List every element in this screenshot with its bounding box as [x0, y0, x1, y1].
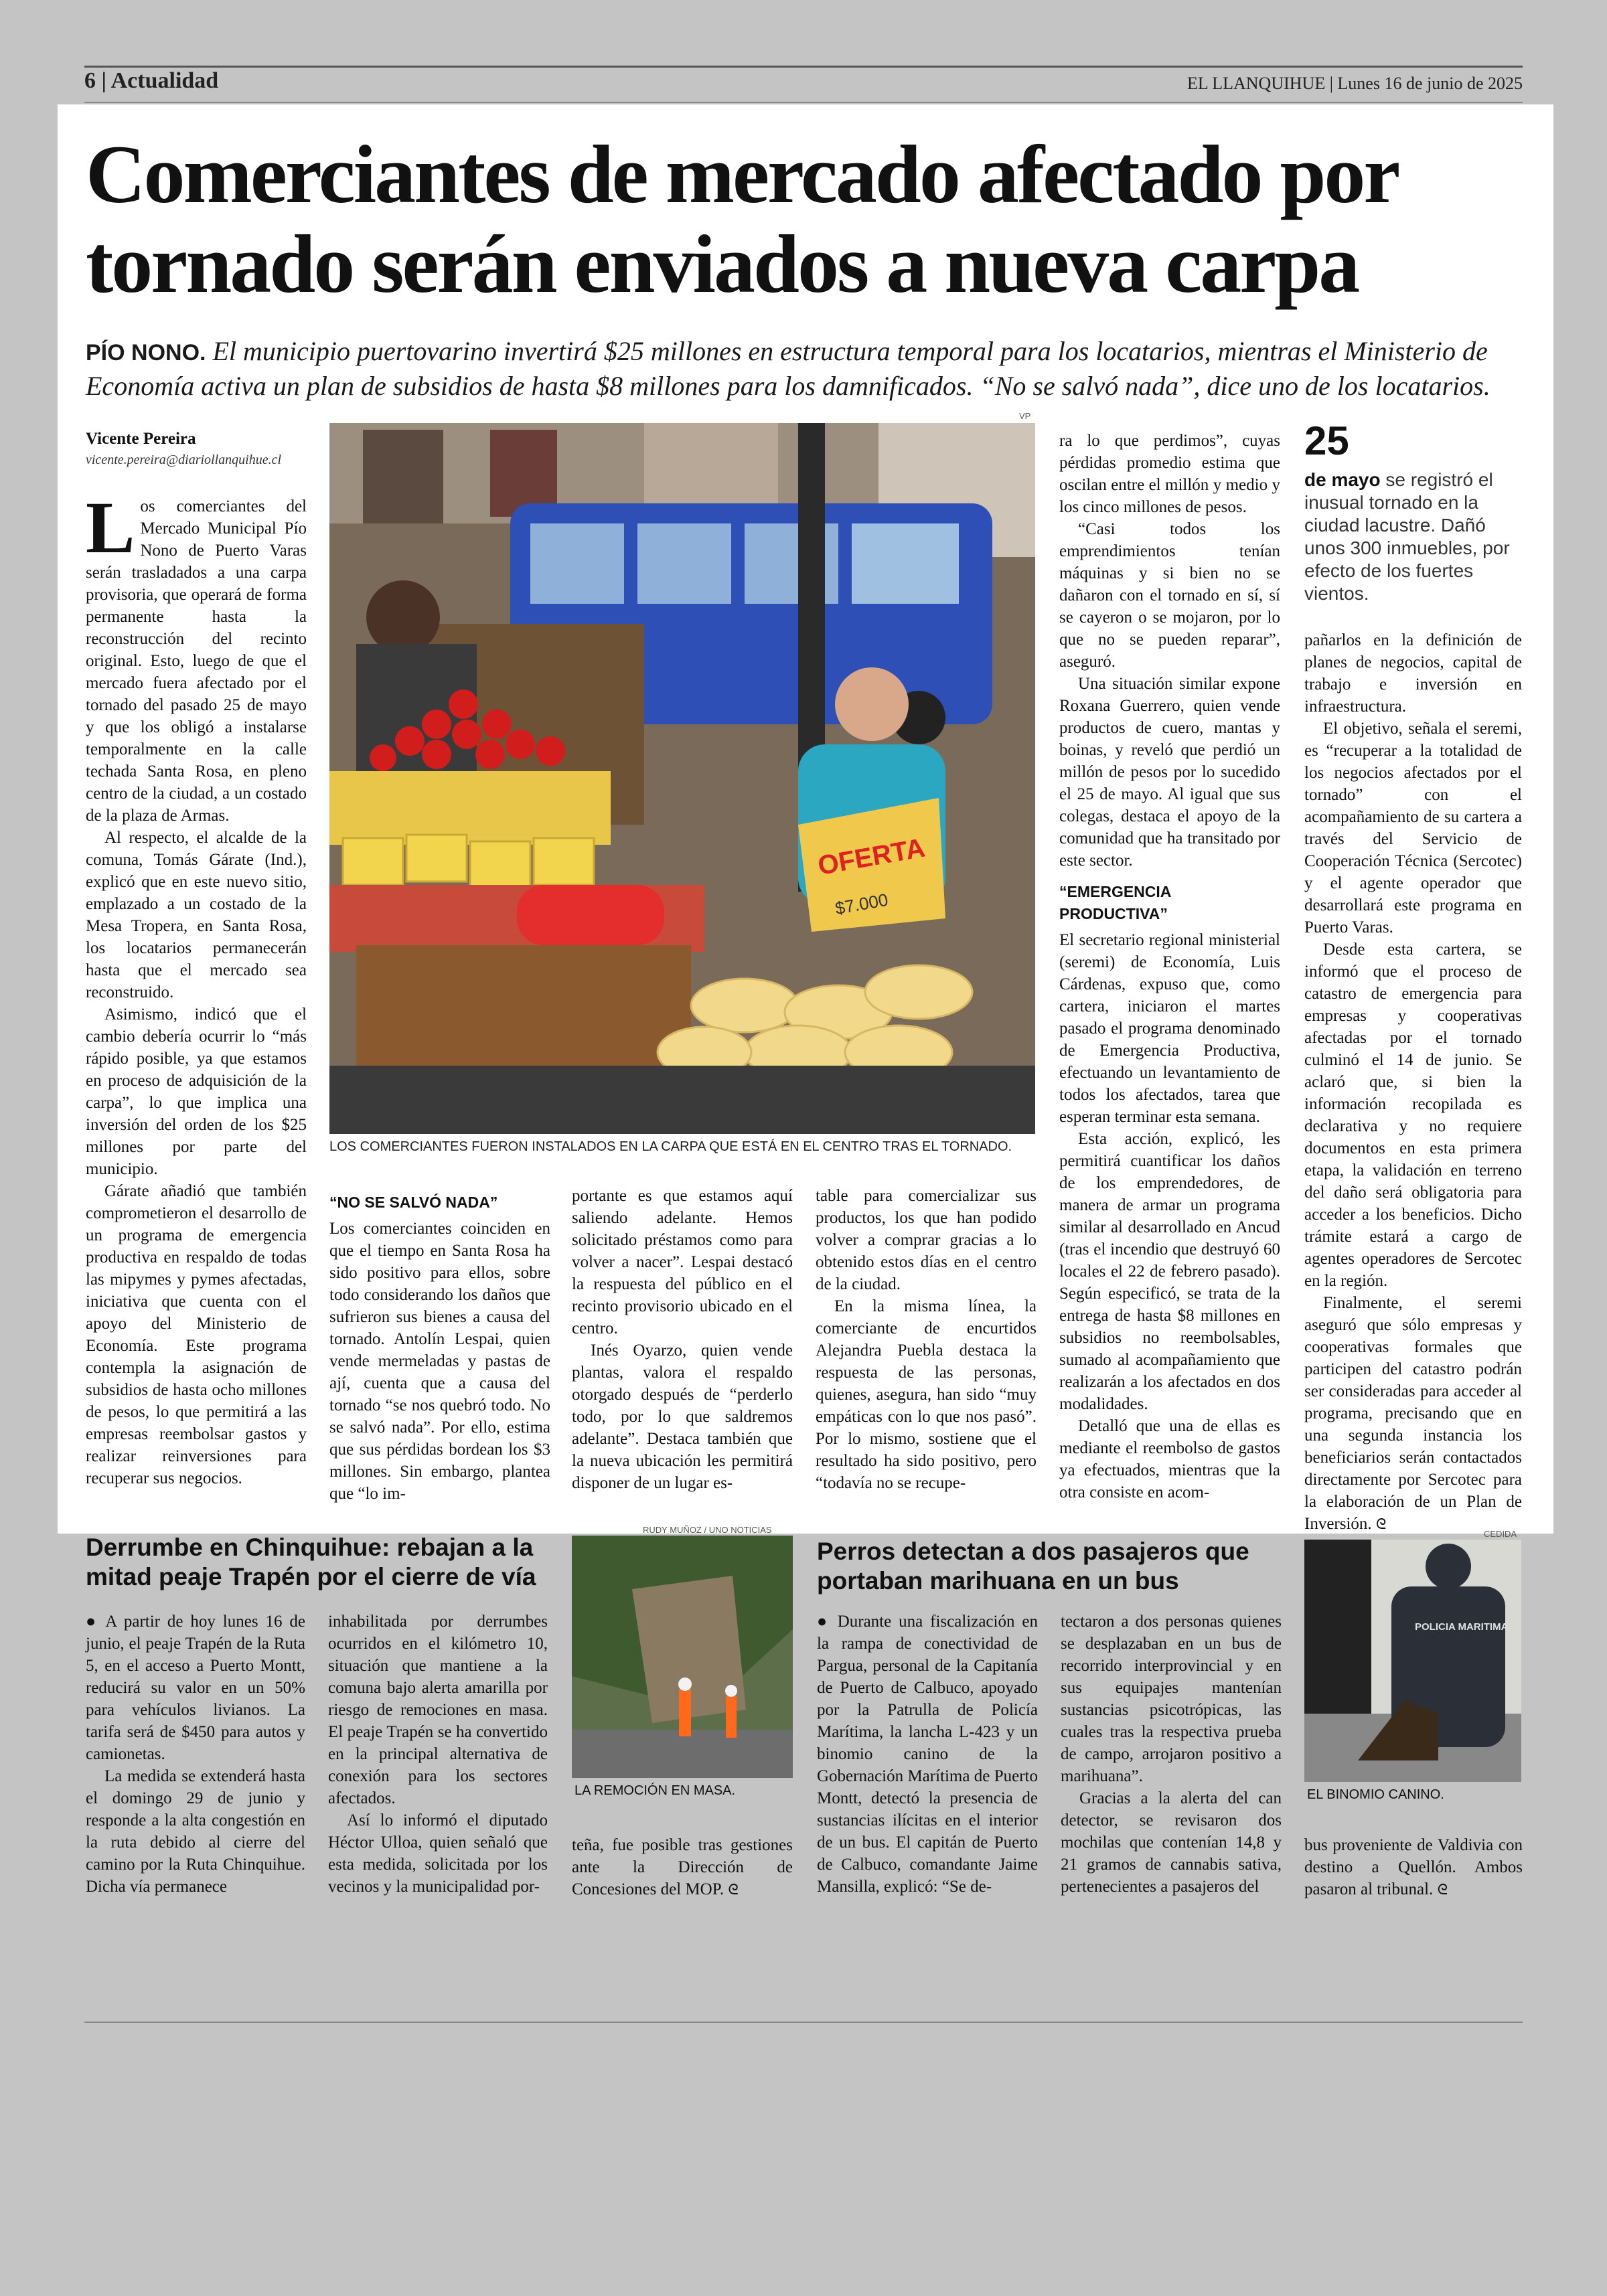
page-section: 6 | Actualidad [84, 68, 219, 93]
paragraph: pañarlos en la definición de planes de negocios, capital de trabajo e inversión en infraestructura. [1304, 631, 1522, 716]
paragraph: Gracias a la alerta del can detector, se revisaron dos mochilas que contenían 14,8 y 21 gramos de cannabis sativa, pertenecientes a pasajeros del [1061, 1789, 1282, 1896]
paragraph: portante es que estamos aquí saliendo adelante. Hemos solicitado préstamos como para volver a nacer”. Lespai destacó la respuesta del público en el recinto provisorio ubicado en el centro. [572, 1187, 793, 1337]
article-column-2 [329, 1182, 550, 1505]
masthead-info: EL LLANQUIHUE | Lunes 16 de junio de 2025 [1187, 74, 1523, 93]
headline-line-2: tornado serán enviados a nueva carpa [86, 218, 1359, 310]
paragraph: Esta acción, explicó, les permitirá cuantificar los daños de los emprendedores, de manera de armar un programa similar al desarrollado en Ancud (tras el incendio que destruyó 60 locales el 22 de febrero pasado). Según especificó, se trata de la entrega de hasta $8 millones en subsidios no reembolsables, sumado al acompañamiento que realizarán a los afectados en dos modalidades. [1059, 1130, 1280, 1413]
paragraph [86, 487, 307, 827]
paragraph: tectaron a dos personas quienes se desplazaban en un bus de recorrido interprovincial y en sus equipajes mantenían sustancias psicotrópicas, las cuales tras la respectiva prueba de campo, arrojaron positivo a marihuana”. [1061, 1613, 1282, 1785]
paragraph: inhabilitada por derrumbes ocurridos en el kilómetro 10, situación que mantiene a la comuna bajo alerta amarilla por riesgo de remociones en masa. El peaje Trapén se ha convertido en la principal alternativa de conexión para los sectores afectados. [328, 1613, 548, 1807]
end-mark-icon: ᘓ [1437, 1882, 1448, 1898]
paragraph: El objetivo, señala el seremi, es “recuperar a la totalidad de los negocios afectados por el tornado” con el acompañamiento de su cartera a través del Servicio de Cooperación Técnica (Sercotec) y el agente operador que desarrollará este programa en Puerto Varas. [1304, 720, 1522, 936]
dog-unit-photo [1304, 1540, 1521, 1782]
paragraph: La medida se extenderá hasta el domingo 29 de junio y responde a la alta congestión en la ruta debido al cierre del camino por la Ruta Chinquihue. Dicha vía permanece [86, 1767, 305, 1896]
photo-credit: VP [1019, 411, 1031, 421]
paragraph [1304, 1292, 1522, 1536]
end-mark-icon: ᘓ [1375, 1516, 1387, 1533]
author-email: vicente.pereira@diariollanquihue.cl [86, 453, 282, 467]
brief-2-caption: EL BINOMIO CANINO. [1307, 1787, 1444, 1802]
lede-kicker: PÍO NONO. [86, 340, 206, 365]
brief-2-column-3 [1304, 1834, 1523, 1901]
vest-text: POLICIA MARITIMA [1415, 1621, 1509, 1633]
sidebar-number: 25 [1304, 418, 1349, 463]
market-photo [329, 423, 1035, 1134]
end-mark-icon: ᘓ [728, 1882, 739, 1898]
paragraph: En la misma línea, la comerciante de encurtidos Alejandra Puebla destaca la respuesta de las personas, quienes, asegura, han sido “muy empáticas con lo que nos pasó”. Por lo mismo, sostiene que el resultado ha sido positivo, pero “todavía no se recupe- [816, 1297, 1037, 1492]
article-column-5 [1059, 430, 1280, 1503]
brief-1-column-1 [86, 1611, 305, 1898]
paragraph-text: teña, fue posible tras gestiones ante la Dirección de Concesiones del MOP. [572, 1836, 793, 1898]
paragraph: Los comerciantes coinciden en que el tiempo en Santa Rosa ha sido positivo para ellos, sobre todo considerando los daños que sufrieron sus bienes a causa del tornado. Antolín Lespai, quien vende mermeladas y pastas de ají, cuenta que a causa del tornado “se nos quebró todo. No se salvó nada”. Por ello, estima que sus pérdidas bordean los $3 millones. Sin embargo, plantea que “lo im- [329, 1220, 550, 1503]
headline-line-1: Comerciantes de mercado afectado por [86, 129, 1399, 220]
paragraph: Desde esta cartera, se informó que el proceso de catastro de emergencia para empresas y cooperativas afectadas por el tornado culminó el 14 de junio. Se aclaró que, si bien la información recopilada es declarativa y no requiere documentos en esta primera etapa, la validación en terreno del daño será obligatoria para acceder a los beneficios. Dicho trámite estará a cargo de agentes operadores de Sercotec en la región. [1304, 940, 1522, 1290]
top-rule [84, 66, 1523, 68]
dog-unit-photo-illustration [1304, 1540, 1521, 1782]
sidebar-text: se registró el inusual tornado en la ciudad lacustre. Dañó unos 300 inmuebles, por efecto de los fuertes vientos. [1304, 469, 1510, 604]
bottom-rule [84, 2022, 1523, 2023]
sidebar-fact [1304, 469, 1519, 605]
issue-date: Lunes 16 de junio de 2025 [1337, 74, 1523, 93]
brief-1-column-3 [572, 1834, 793, 1901]
brief-2-photo-credit: CEDIDA [1484, 1529, 1517, 1539]
brief-1-caption: LA REMOCIÓN EN MASA. [575, 1783, 736, 1798]
paper-name: EL LLANQUIHUE [1187, 74, 1326, 93]
paragraph [1304, 1834, 1523, 1901]
article-column-4 [816, 1185, 1037, 1494]
lede-text: El municipio puertovarino invertirá $25 millones en estructura temporal para los locatarios, mientras el Ministerio de Economía activa un plan de subsidios de hasta $8 millones para los damnificados. “No se salvó nada”, dice uno de los locatarios. [86, 336, 1490, 401]
paragraph: Detalló que una de ellas es mediante el reembolso de gastos ya efectuados, mientras que la otra consiste en acom- [1059, 1417, 1280, 1501]
svg-text:$7.000: $7.000 [833, 889, 890, 919]
photo-caption: LOS COMERCIANTES FUERON INSTALADOS EN LA CARPA QUE ESTÁ EN EL CENTRO TRAS EL TORNADO. [329, 1139, 1012, 1154]
paragraph: ra lo que perdimos”, cuyas pérdidas promedio estima que oscilan entre el millón y medio y los cinco millones de pesos. [1059, 432, 1280, 516]
paragraph-text: Durante una fiscalización en la rampa de conectividad de Pargua, personal de la Capitanía de Puerto de Calbuco, apoyado por la Patrulla de Policía Marítima, la lancha L-423 y un binomio canino de la Gobernación Marítima de Puerto Montt, detectó la presencia de sustancias ilícitas en el interior de un bus. El capitán de Puerto de Calbuco, comandante Jaime Mansilla, explicó: “Se de- [817, 1613, 1038, 1896]
author-name: Vicente Pereira [86, 430, 196, 448]
market-photo-illustration [329, 423, 1035, 1134]
paragraph [572, 1834, 793, 1901]
header-rule [84, 102, 1523, 103]
paragraph: Inés Oyarzo, quien vende plantas, valora el respaldo otorgado después de “perderlo todo, por lo que saldremos adelante”. Destaca también que la nueva ubicación les permitirá disponer de un lugar es- [572, 1341, 793, 1492]
brief-1-column-2 [328, 1611, 548, 1898]
page-number: 6 [84, 68, 96, 93]
article-headline [86, 130, 1525, 309]
paragraph: “Casi todos los emprendimientos tenían máquinas y si bien no se dañaron con el tornado en sí, sí se cayeron o se mojaron, por lo que no se pueden reparar”, aseguró. [1059, 520, 1280, 671]
paragraph: Al respecto, el alcalde de la comuna, Tomás Gárate (Ind.), explicó que en este nuevo sitio, emplazado a un costado de la Mesa Tropera, en Santa Rosa, los locatarios permanecerán hasta que el mercado sea reconstruido. [86, 829, 307, 1001]
article-column-6 [1304, 629, 1522, 1536]
brief-1-photo-credit: RUDY MUÑOZ / UNO NOTICIAS [643, 1525, 772, 1535]
section-name: Actualidad [110, 68, 219, 93]
subheading: “NO SE SALVÓ NADA” [329, 1194, 498, 1211]
drop-cap: L [86, 487, 135, 568]
subheading: “EMERGENCIA PRODUCTIVA” [1059, 883, 1172, 922]
svg-text:OFERTA: OFERTA [816, 833, 927, 881]
paragraph: Así lo informó el diputado Héctor Ulloa, quien señaló que esta medida, solicitada por los vecinos y la municipalidad por- [328, 1811, 548, 1896]
brief-2-column-1 [817, 1611, 1038, 1898]
paragraph: Asimismo, indicó que el cambio debería ocurrir lo “más rápido posible, ya que estamos en proceso de adquisición de la carpa”, lo que implica una inversión del orden de los $25 millones por parte del municipio. [86, 1005, 307, 1178]
paragraph [817, 1611, 1038, 1898]
paragraph: table para comercializar sus productos, los que han podido volver a comprar gracias a lo obtenido estos días en el centro de la ciudad. [816, 1187, 1037, 1293]
paragraph [86, 1611, 305, 1765]
brief-2-headline: Perros detectan a dos pasajeros que portaban marihuana en un bus [817, 1538, 1249, 1594]
bullet-icon: ● [86, 1613, 106, 1631]
brief-1-headline: Derrumbe en Chinquihue: rebajan a la mitad peaje Trapén por el cierre de vía [86, 1534, 536, 1590]
paragraph: Gárate añadió que también comprometieron el desarrollo de un programa de emergencia productiva en respaldo de todas las mipymes y pymes afectadas, iniciativa que cuenta con el apoyo del Ministerio de Economía. Este programa contempla la asignación de subsidios de hasta ocho millones de pesos, lo que permitirá a las empresas reembolsar gastos y realizar reinversiones para recuperar sus negocios. [86, 1182, 307, 1487]
bullet-icon: ● [817, 1613, 838, 1631]
paragraph-text: os comerciantes del Mercado Municipal Pío Nono de Puerto Varas serán trasladados a una carpa provisoria, que operará de forma permanente hasta la reconstrucción del recinto original. Esto, luego de que el mercado fuera afectado por el tornado del pasado 25 de mayo y que los obligó a instalarse temporalmente en la calle techada Santa Rosa, en pleno centro de la ciudad, a un costado de la plaza de Armas. [86, 497, 307, 825]
paragraph-text: Finalmente, el seremi aseguró que sólo empresas y cooperativas formales que participen del catastro podrán ser consideradas para acceder al programa, precisando que en una segunda instancia los beneficiarios serán contactados directamente por Sercotec para la elaboración de un Plan de Inversión. [1304, 1294, 1522, 1533]
landslide-photo [572, 1536, 793, 1778]
paragraph-text: A partir de hoy lunes 16 de junio, el peaje Trapén de la Ruta 5, en el acceso a Puerto Montt, reducirá su valor en un 50% para vehículos livianos. La tarifa será de $450 para autos y camionetas. [86, 1613, 305, 1763]
article-column-1 [86, 487, 307, 1489]
paragraph: El secretario regional ministerial (seremi) de Economía, Luis Cárdenas, expuso que, como cartera, iniciaron el martes pasado el programa denominado de Emergencia Productiva, efectuando un levantamiento de todos los afectados, tarea que esperan terminar esta semana. [1059, 931, 1280, 1126]
landslide-photo-illustration [572, 1536, 793, 1778]
paragraph: Una situación similar expone Roxana Guerrero, quien vende productos de cuero, mantas y boinas, y reveló que perdió un millón de pesos por lo sucedido el 25 de mayo. Al igual que sus colegas, destaca el apoyo de la comunidad que ha transitado por este sector. [1059, 675, 1280, 870]
article-lede [86, 335, 1525, 403]
article-column-3 [572, 1185, 793, 1494]
brief-2-column-2 [1061, 1611, 1282, 1898]
paragraph-text: bus proveniente de Valdivia con destino a Quellón. Ambos pasaron al tribunal. [1304, 1836, 1523, 1898]
sidebar-date: de mayo [1304, 469, 1381, 490]
